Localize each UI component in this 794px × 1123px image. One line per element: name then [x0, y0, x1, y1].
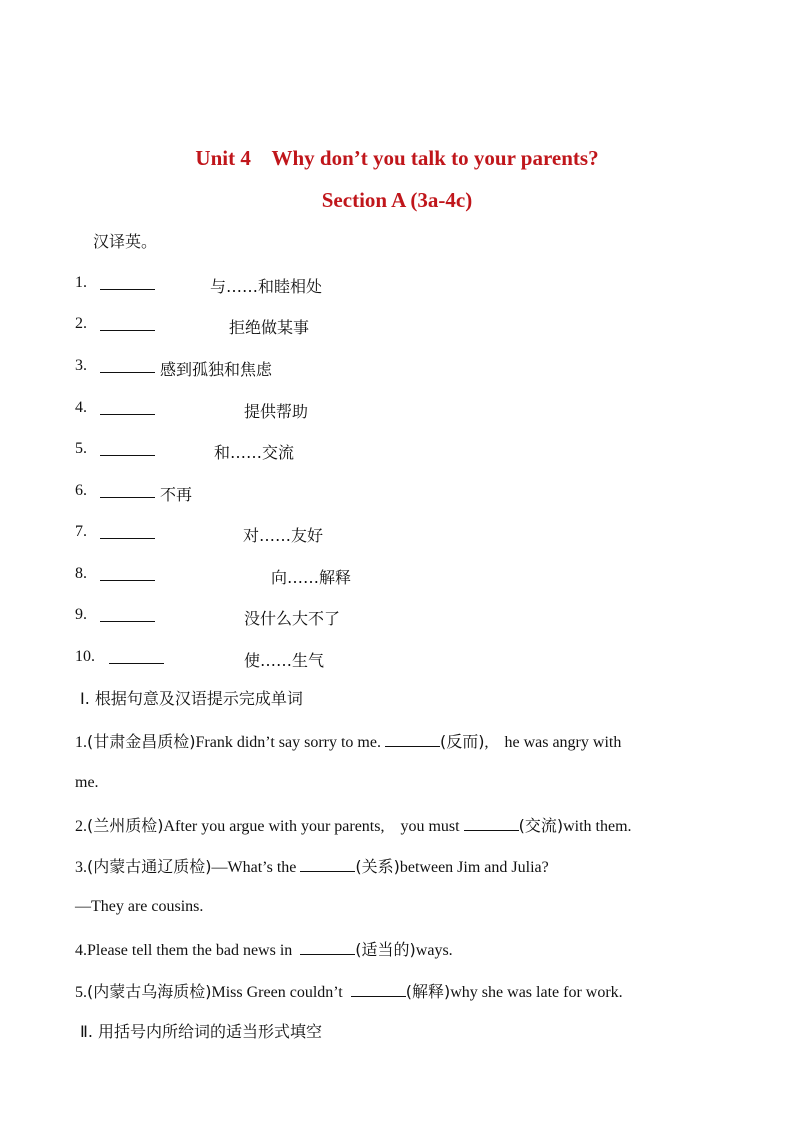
answer-blank[interactable]: [100, 523, 155, 539]
vocab-item: [75, 565, 725, 587]
exercise-item: [75, 939, 453, 961]
vocab-chinese: 不再: [160, 485, 193, 504]
sentence-start: After you argue with your parents, you must: [163, 818, 464, 835]
vocab-item: [75, 606, 725, 628]
sentence-start: Frank didn’t say sorry to me.: [195, 734, 385, 751]
answer-blank[interactable]: [300, 856, 355, 872]
vocab-item: [75, 482, 725, 504]
answer-blank[interactable]: [109, 648, 164, 664]
vocab-number: 3.: [75, 357, 87, 374]
answer-blank[interactable]: [100, 315, 155, 331]
vocab-number: 2.: [75, 315, 87, 332]
answer-blank[interactable]: [100, 357, 155, 373]
exercise-item: [75, 856, 549, 878]
item-number: 3.: [75, 859, 87, 876]
word-hint: (解释): [405, 982, 451, 1001]
exercise-item: [75, 815, 632, 837]
item-number: 2.: [75, 818, 87, 835]
vocab-item: [75, 274, 725, 296]
vocab-item: [75, 523, 725, 545]
answer-blank[interactable]: [464, 815, 519, 831]
vocab-number: 4.: [75, 399, 87, 416]
section2-heading: Ⅱ. 用括号内所给词的适当形式填空: [80, 1022, 323, 1041]
item-number: 4.: [75, 942, 87, 959]
vocab-number: 8.: [75, 565, 87, 582]
sentence-continuation: —They are cousins.: [75, 898, 204, 915]
answer-blank[interactable]: [100, 482, 155, 498]
word-hint: (关系): [355, 857, 400, 876]
word-hint: (交流): [518, 816, 564, 835]
vocab-item: [75, 648, 725, 670]
word-hint: (适当的): [355, 940, 416, 959]
vocab-item: [75, 440, 725, 462]
vocab-chinese: 与……和睦相处: [210, 277, 323, 296]
exercise-item: [75, 981, 623, 1003]
vocab-item: [75, 357, 725, 379]
sentence-end: between Jim and Julia?: [399, 859, 549, 876]
vocab-chinese: 和……交流: [214, 443, 295, 462]
answer-blank[interactable]: [100, 440, 155, 456]
sentence-end: ways.: [415, 942, 453, 959]
sentence-end: , he was angry with: [484, 734, 622, 751]
sentence-start: —What’s the: [211, 859, 301, 876]
item-source: (内蒙古通辽质检): [87, 857, 212, 876]
word-hint: (反而): [439, 732, 485, 751]
sentence-start: Miss Green couldn’t: [211, 984, 351, 1001]
answer-blank[interactable]: [300, 939, 355, 955]
answer-blank[interactable]: [385, 731, 440, 747]
exercise-item: [75, 731, 621, 753]
vocab-chinese: 拒绝做某事: [229, 318, 310, 337]
vocab-chinese: 没什么大不了: [244, 609, 341, 628]
vocab-number: 6.: [75, 482, 87, 499]
item-number: 1.: [75, 734, 87, 751]
unit-title: Unit 4 Why don’t you talk to your parents?: [195, 146, 599, 170]
vocab-number: 1.: [75, 274, 87, 291]
vocab-item: [75, 315, 725, 337]
item-number: 5.: [75, 984, 87, 1001]
sentence-end: with them.: [563, 818, 632, 835]
answer-blank[interactable]: [351, 981, 406, 997]
answer-blank[interactable]: [100, 274, 155, 290]
sentence-end: why she was late for work.: [450, 984, 623, 1001]
vocab-chinese: 使……生气: [244, 651, 325, 670]
item-source: (内蒙古乌海质检): [87, 982, 212, 1001]
item-source: (兰州质检): [87, 816, 164, 835]
answer-blank[interactable]: [100, 606, 155, 622]
sentence-start: Please tell them the bad news in: [87, 942, 301, 959]
vocab-instruction: 汉译英。: [93, 232, 158, 251]
vocab-chinese: 对……友好: [243, 526, 324, 545]
item-source: (甘肃金昌质检): [87, 732, 196, 751]
section-title: Section A (3a-4c): [321, 188, 473, 212]
vocab-number: 10.: [75, 648, 95, 665]
vocab-number: 9.: [75, 606, 87, 623]
vocab-number: 7.: [75, 523, 87, 540]
vocab-chinese: 感到孤独和焦虑: [160, 360, 273, 379]
answer-blank[interactable]: [100, 399, 155, 415]
answer-blank[interactable]: [100, 565, 155, 581]
vocab-number: 5.: [75, 440, 87, 457]
vocab-chinese: 向……解释: [271, 568, 352, 587]
sentence-continuation: me.: [75, 774, 99, 791]
vocab-chinese: 提供帮助: [244, 402, 309, 421]
section1-heading: Ⅰ. 根据句意及汉语提示完成单词: [80, 689, 303, 708]
vocab-item: [75, 399, 725, 421]
